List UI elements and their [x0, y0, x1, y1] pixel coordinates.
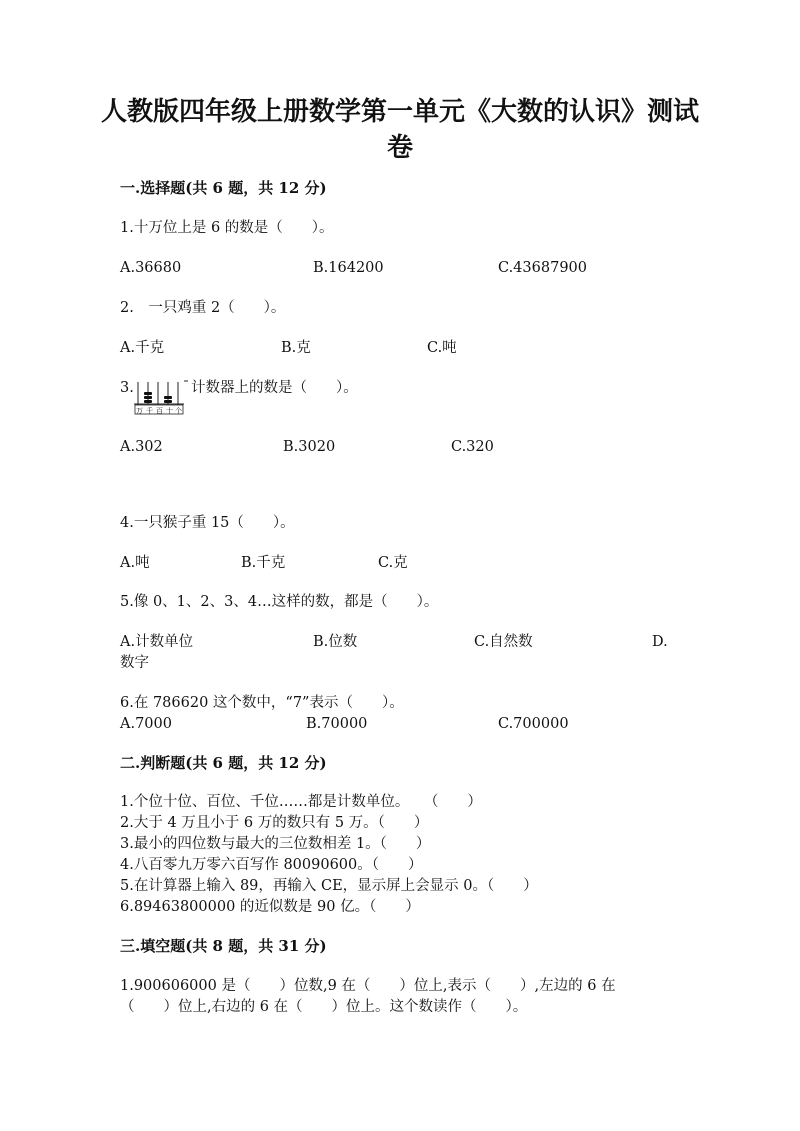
question-5-option-a: A.计数单位 — [120, 634, 194, 650]
question-5-option-d-text: 数字 — [120, 655, 149, 671]
question-2-option-a: A.千克 — [120, 340, 165, 356]
abacus-icon — [134, 380, 188, 416]
question-6-option-c: C.700000 — [498, 716, 569, 732]
question-6-option-a: A.7000 — [120, 716, 172, 732]
question-3-option-c: C.320 — [451, 439, 494, 455]
judge-item: 2.大于 4 万且小于 6 万的数只有 5 万。（ ） — [120, 815, 429, 831]
abacus-label-2: 百 — [156, 407, 163, 415]
question-5-option-d-label: D. — [652, 634, 668, 650]
section-heading-choice: 一.选择题(共 6 题，共 12 分) — [120, 179, 327, 197]
question-1-stem: 1.十万位上是 6 的数是（ ）。 — [120, 220, 334, 236]
question-3-stem: 计数器上的数是（ ）。 — [191, 380, 358, 396]
question-2-option-c: C.吨 — [427, 340, 457, 356]
judge-item: 5.在计算器上输入 89，再输入 CE，显示屏上会显示 0。（ ） — [120, 878, 538, 894]
question-2-stem: 2. 一只鸡重 2（ ）。 — [120, 300, 286, 316]
question-6-stem: 6.在 786620 这个数中，“7”表示（ ）。 — [120, 695, 404, 711]
judge-item: 4.八百零九万零六百写作 80090600。（ ） — [120, 857, 423, 873]
page-title: 人教版四年级上册数学第一单元《大数的认识》测试卷 — [100, 97, 699, 163]
section-heading-judge: 二.判断题(共 6 题，共 12 分) — [120, 754, 327, 772]
judge-item: 1.个位十位、百位、千位……都是计数单位。 （ ） — [120, 794, 482, 810]
abacus-label-0: 万 — [136, 407, 143, 415]
question-4-stem: 4.一只猴子重 15（ ）。 — [120, 515, 295, 531]
question-5-option-c: C.自然数 — [474, 634, 533, 650]
abacus-label-3: 十 — [166, 407, 173, 415]
question-3-number: 3. — [120, 380, 134, 396]
question-1-option-c: C.43687900 — [498, 260, 587, 276]
section-heading-fill: 三.填空题(共 8 题，共 31 分) — [120, 937, 327, 955]
question-1-option-b: B.164200 — [313, 260, 384, 276]
question-2-option-b: B.克 — [281, 340, 311, 356]
question-3-option-a: A.302 — [120, 439, 163, 455]
question-5-option-b: B.位数 — [313, 634, 358, 650]
question-4-option-b: B.千克 — [241, 555, 286, 571]
question-4-option-c: C.克 — [378, 555, 408, 571]
abacus-label-1: 千 — [146, 407, 153, 415]
question-5-stem: 5.像 0、1、2、3、4…这样的数，都是（ ）。 — [120, 594, 439, 610]
fill-question-1-line-1: 1.900606000 是（ ）位数,9 在（ ）位上,表示（ ）,左边的 6 在 — [120, 978, 616, 994]
question-4-option-a: A.吨 — [120, 555, 150, 571]
abacus-label-4: 个 — [175, 407, 182, 415]
question-3-option-b: B.3020 — [283, 439, 336, 455]
question-6-option-b: B.70000 — [306, 716, 368, 732]
question-1-option-a: A.36680 — [120, 260, 182, 276]
judge-item: 6.89463800000 的近似数是 90 亿。（ ） — [120, 899, 420, 915]
judge-item: 3.最小的四位数与最大的三位数相差 1。（ ） — [120, 836, 431, 852]
fill-question-1-line-2: （ ）位上,右边的 6 在（ ）位上。这个数读作（ ）。 — [120, 999, 528, 1015]
